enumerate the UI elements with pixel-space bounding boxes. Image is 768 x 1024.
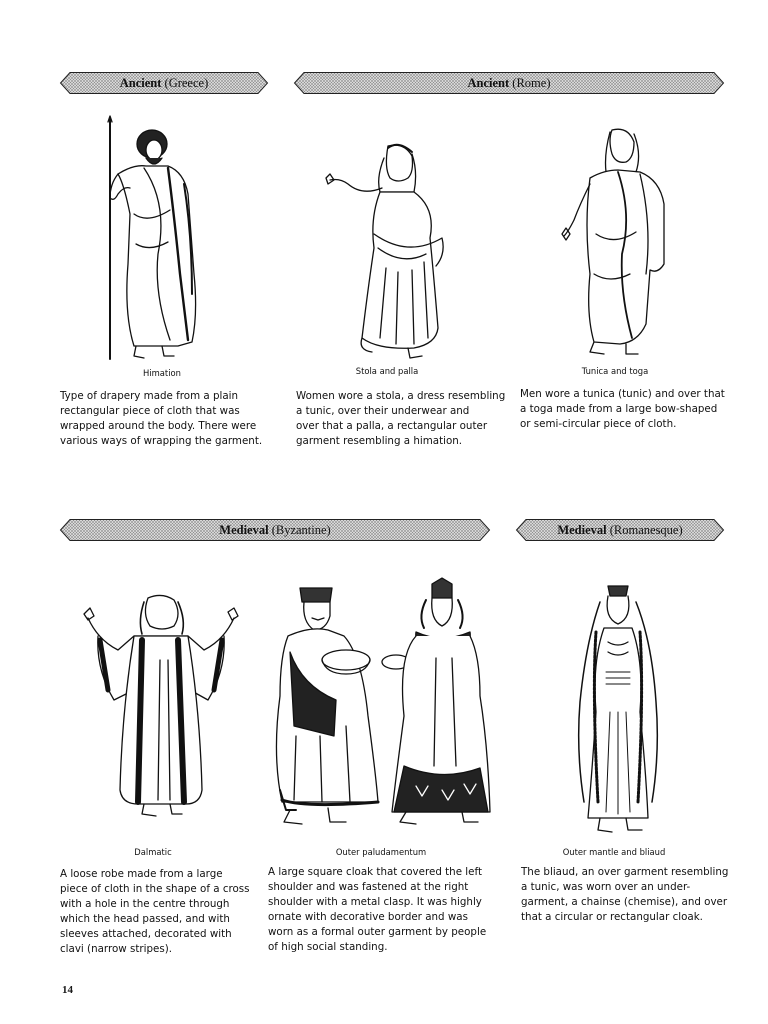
banner-region: (Rome) [509, 76, 551, 90]
description-line: A loose robe made from a large [60, 868, 223, 880]
description-line: garment, a chainse (chemise), and over [521, 896, 728, 908]
description-line: or semi-circular piece of cloth. [520, 418, 677, 430]
description-line: a tunic, over their underwear and [296, 405, 470, 417]
description-line: worn as a formal outer garment by people [268, 926, 487, 938]
description-line: sleeves attached, decorated with [60, 928, 232, 940]
description-line: The bliaud, an over garment resembling [521, 866, 729, 878]
banner-medieval-byzantine [60, 519, 490, 541]
description-line: over that a palla, a rectangular outer [296, 420, 488, 432]
description-line: Men wore a tunica (tunic) and over that [520, 388, 725, 400]
banner-ancient-greece [60, 72, 268, 94]
tunica-toga-description [520, 387, 725, 432]
himation-description [60, 389, 262, 449]
description-line: garment resembling a himation. [296, 435, 463, 447]
stola-palla-description [296, 389, 505, 449]
description-line: Women wore a stola, a dress resembling [296, 390, 506, 402]
description-line: ornate with decorative border and was [268, 911, 468, 923]
description-line: Type of drapery made from a plain [60, 390, 239, 402]
description-line: various ways of wrapping the garment. [60, 435, 263, 447]
description-line: shoulder and was fastened at the right [268, 881, 469, 893]
description-line: a toga made from a large bow-shaped [520, 403, 718, 415]
bliaud-description [521, 865, 728, 925]
description-line: that a circular or rectangular cloak. [521, 911, 703, 923]
stola-palla-figure-illustration [318, 138, 452, 362]
paludamentum-description [268, 865, 486, 955]
description-line: rectangular piece of cloth that was [60, 405, 240, 417]
description-line: shoulder with a metal clasp. It was highly [268, 896, 482, 908]
dalmatic-caption: Dalmatic [134, 847, 172, 857]
paludamentum-figure-illustration [266, 576, 498, 836]
tunica-toga-caption: Tunica and toga [581, 366, 649, 376]
description-line: wrapped around the body. There were [60, 420, 257, 432]
banner-era: Medieval [557, 523, 607, 537]
banner-era: Medieval [219, 523, 269, 537]
bliaud-caption: Outer mantle and bliaud [562, 847, 666, 857]
description-line: with a hole in the centre through [60, 898, 230, 910]
description-line: A large square cloak that covered the left [268, 866, 482, 878]
description-line: a tunic, was worn over an under- [521, 881, 691, 893]
banner-region: (Greece) [161, 76, 209, 90]
himation-figure-illustration [88, 114, 208, 364]
banner-medieval-romanesque [516, 519, 724, 541]
dalmatic-description [60, 867, 250, 957]
bliaud-figure-illustration [570, 582, 666, 838]
banner-region: (Romanesque) [606, 523, 683, 537]
stola-palla-caption: Stola and palla [355, 366, 419, 376]
page-number: 14 [62, 984, 73, 996]
tunica-toga-figure-illustration [560, 124, 670, 360]
banner-era: Ancient [119, 76, 162, 90]
dalmatic-figure-illustration [78, 590, 244, 834]
paludamentum-caption: Outer paludamentum [335, 847, 427, 857]
description-line: of high social standing. [268, 941, 388, 953]
description-line: piece of cloth in the shape of a cross [60, 883, 250, 895]
banner-era: Ancient [467, 76, 510, 90]
description-line: which the head passed, and with [60, 913, 230, 925]
banner-ancient-rome [294, 72, 724, 94]
description-line: clavi (narrow stripes). [60, 943, 172, 955]
himation-caption: Himation [143, 368, 181, 378]
banner-region: (Byzantine) [268, 523, 331, 537]
